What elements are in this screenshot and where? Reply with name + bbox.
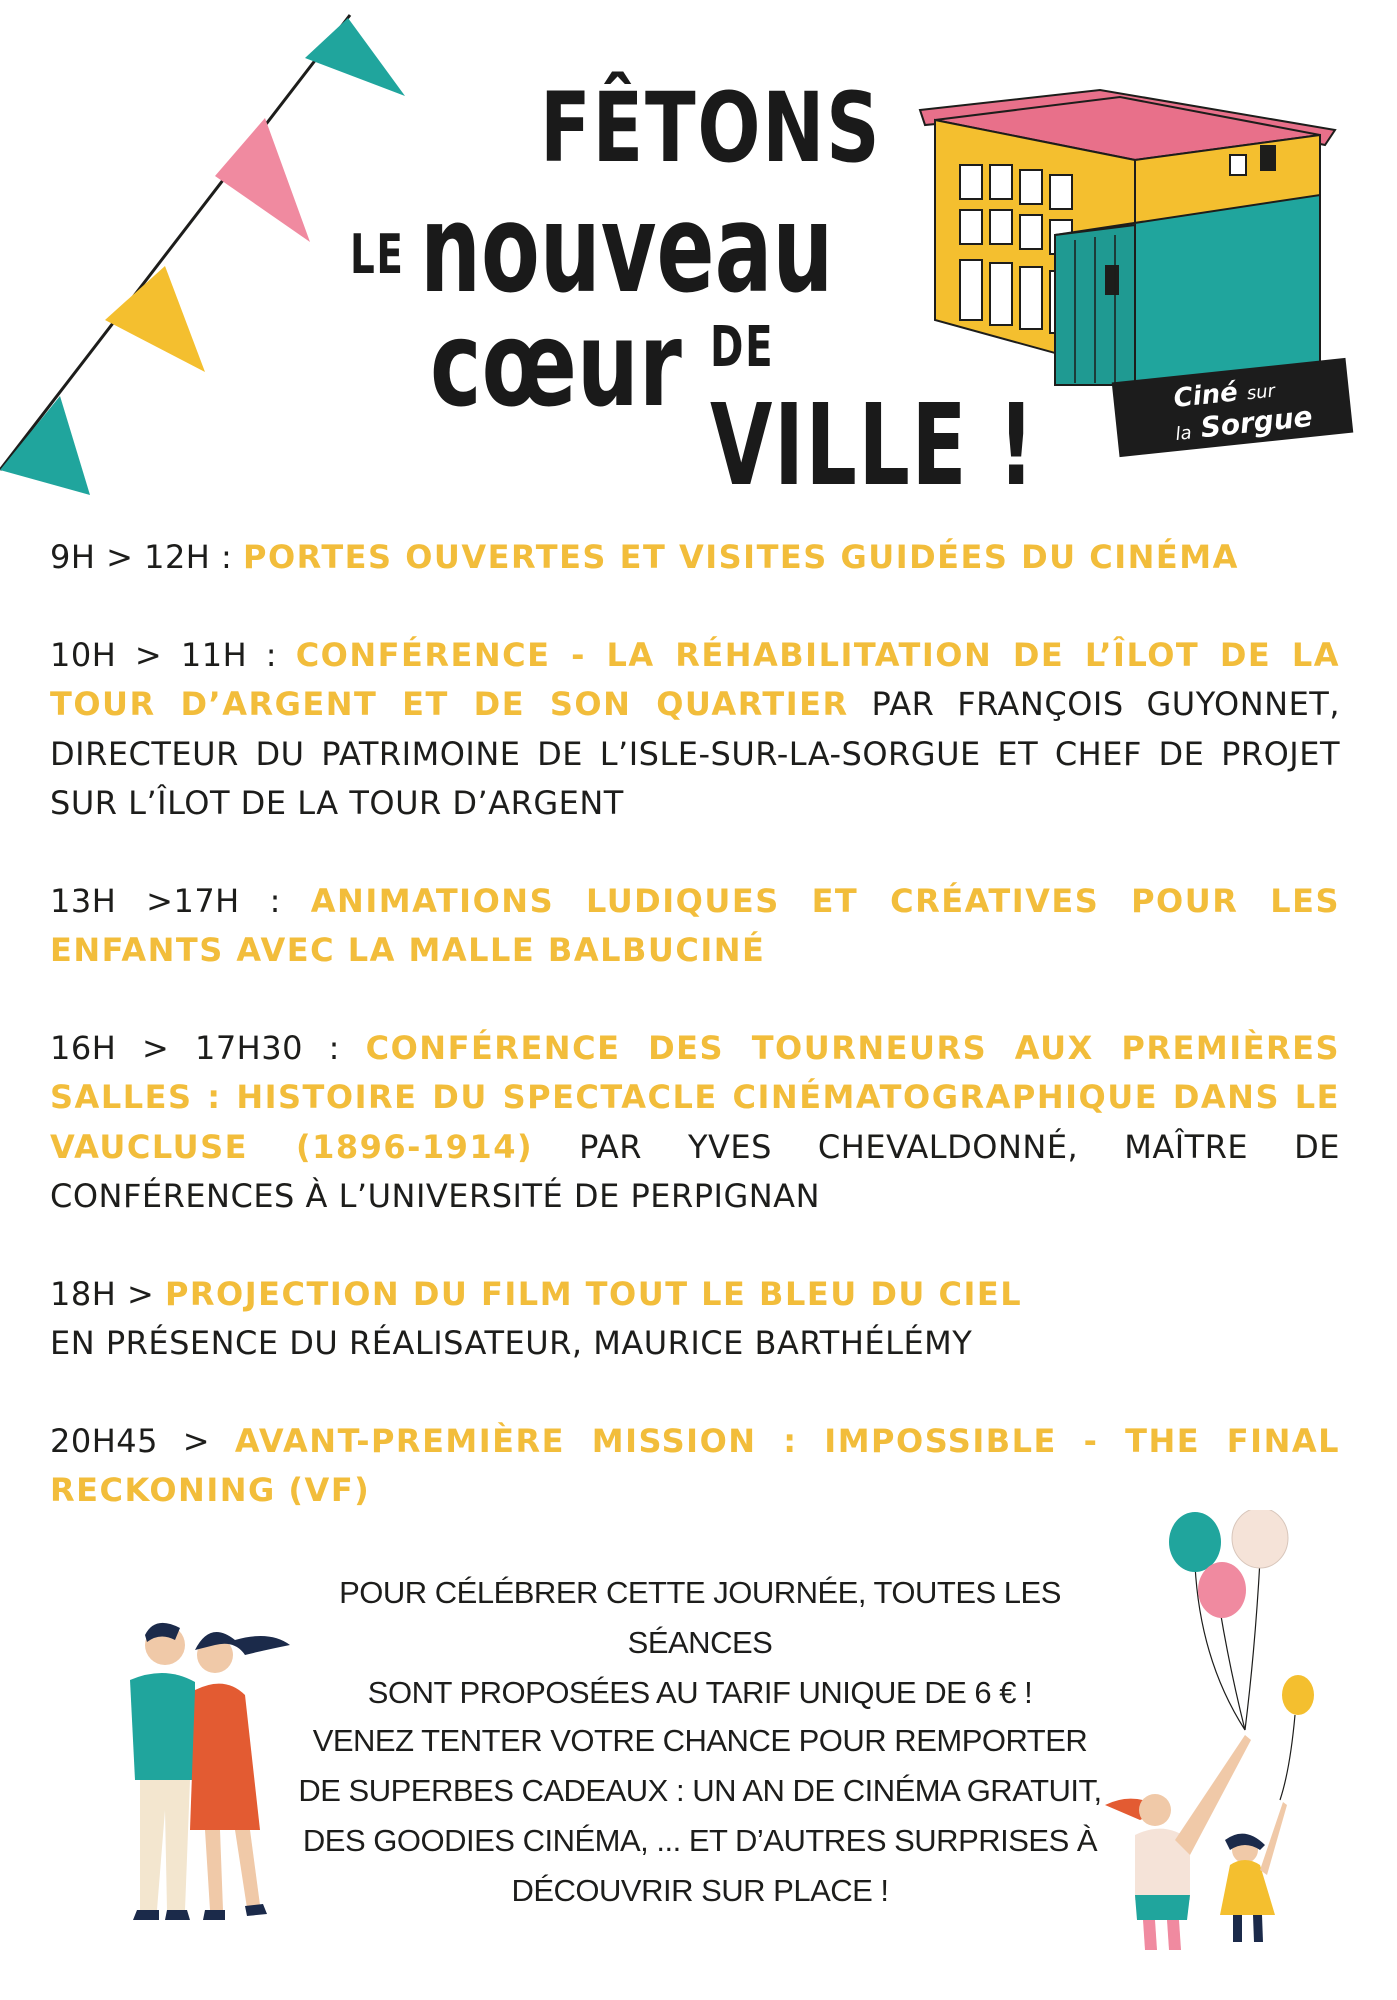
logo-cine: Ciné bbox=[1172, 377, 1240, 415]
tarif-announcement bbox=[265, 1568, 1135, 1718]
tarif-line: SONT PROPOSÉES AU TARIF UNIQUE DE 6 € ! bbox=[367, 1675, 1033, 1710]
event-title: AVANT-PREMIÈRE MISSION : IMPOSSIBLE - THE FINAL RECKONING (VF) bbox=[50, 1421, 1341, 1509]
contest-announcement bbox=[265, 1716, 1135, 1916]
balloon-cream bbox=[1232, 1510, 1288, 1568]
event-time: 10H > 11H : bbox=[50, 635, 296, 674]
title-ville: VILLE ! bbox=[710, 381, 1037, 511]
program-item bbox=[50, 877, 1340, 976]
event-title: PROJECTION DU FILM TOUT LE BLEU DU CIEL bbox=[164, 1274, 1023, 1313]
contest-line: DES GOODIES CINÉMA, ... ET D’AUTRES SURPRISES À bbox=[302, 1823, 1098, 1858]
event-time: 20H45 > bbox=[50, 1421, 235, 1460]
event-title: ANIMATIONS LUDIQUES ET CRÉATIVES POUR LES ENFANTS AVEC LA MALLE BALBUCINÉ bbox=[50, 881, 1341, 969]
program-item bbox=[50, 631, 1340, 829]
program-item bbox=[50, 1270, 1340, 1369]
balloon-pink bbox=[1198, 1562, 1246, 1618]
title-fetons: FÊTONS bbox=[540, 72, 882, 184]
program-item bbox=[50, 1417, 1340, 1516]
event-details: PAR FRANÇOIS GUYONNET, DIRECTEUR DU PATRIMOINE DE L’ISLE-SUR-LA-SORGUE ET CHEF DE PROJET SUR L’ÎLOT DE LA TOUR D’ARGENT bbox=[50, 685, 1340, 822]
contest-line: VENEZ TENTER VOTRE CHANCE POUR REMPORTER bbox=[312, 1723, 1088, 1758]
title-de: DE bbox=[710, 315, 775, 380]
logo-sorgue: Sorgue bbox=[1199, 399, 1315, 445]
logo-la: la bbox=[1174, 422, 1193, 446]
title-le: LE bbox=[350, 223, 405, 286]
flag-pink bbox=[215, 118, 310, 242]
event-time: 9H > 12H : bbox=[50, 538, 243, 576]
logo-sur: sur bbox=[1245, 380, 1276, 405]
tarif-line: POUR CÉLÉBRER CETTE JOURNÉE, TOUTES LES SÉANCES bbox=[339, 1575, 1061, 1660]
event-time: 13H >17H : bbox=[50, 881, 311, 920]
contest-line: DÉCOUVRIR SUR PLACE ! bbox=[511, 1873, 889, 1908]
event-time: 18H > bbox=[50, 1274, 165, 1313]
event-title: PORTES OUVERTES ET VISITES GUIDÉES DU CINÉMA bbox=[242, 538, 1239, 576]
balloon-teal bbox=[1169, 1512, 1221, 1572]
title-nouveau: nouveau bbox=[420, 178, 834, 320]
title-coeur: cœur bbox=[430, 295, 682, 433]
contest-line: DE SUPERBES CADEAUX : UN AN DE CINÉMA GRATUIT, bbox=[298, 1773, 1102, 1808]
event-time: 16H > 17H30 : bbox=[50, 1028, 366, 1067]
event-title: CONFÉRENCE - LA RÉHABILITATION DE L’ÎLOT DE LA TOUR D’ARGENT ET DE SON QUARTIER bbox=[50, 635, 1341, 723]
program-item bbox=[50, 1024, 1340, 1222]
event-program bbox=[50, 533, 1340, 1564]
event-details: EN PRÉSENCE DU RÉALISATEUR, MAURICE BARTHÉLÉMY bbox=[50, 1324, 973, 1362]
flag-yellow bbox=[105, 266, 205, 372]
balloons-family-illustration bbox=[1095, 1510, 1365, 1950]
event-details: PAR YVES CHEVALDONNÉ, MAÎTRE DE CONFÉRENCES À L’UNIVERSITÉ DE PERPIGNAN bbox=[50, 1127, 1341, 1215]
balloon-yellow bbox=[1282, 1675, 1314, 1715]
program-item bbox=[50, 533, 1340, 583]
event-title: CONFÉRENCE DES TOURNEURS AUX PREMIÈRES SALLES : HISTOIRE DU SPECTACLE CINÉMATOGRAPHIQUE DANS LE VAUCLUSE (1896-1914) bbox=[50, 1028, 1341, 1166]
flag-teal-top bbox=[305, 18, 405, 96]
